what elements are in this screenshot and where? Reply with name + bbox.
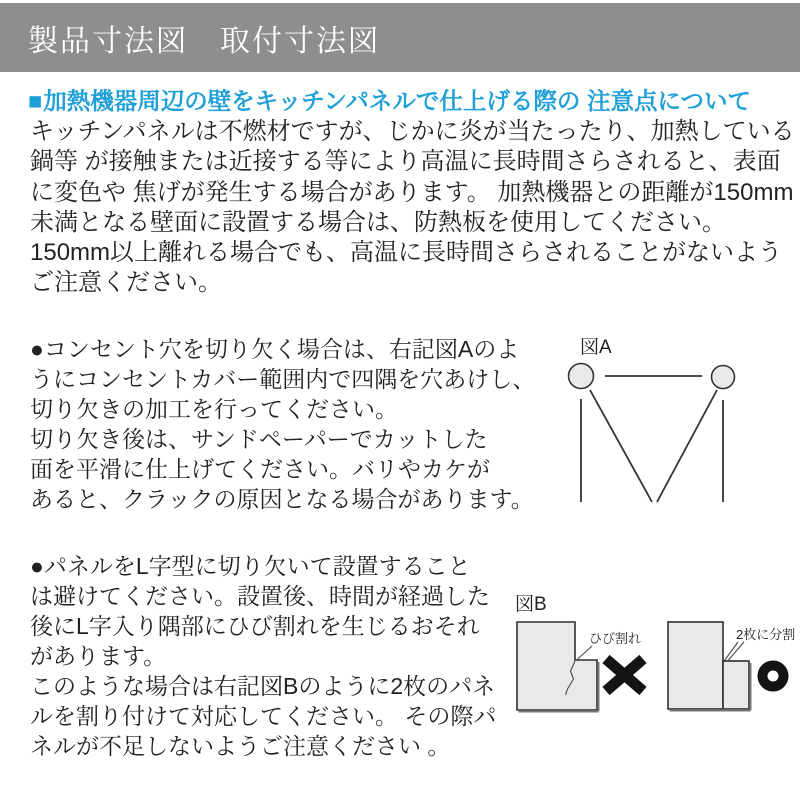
crack-label: ひび割れ	[589, 631, 642, 646]
text-line: ●パネルをL字型に切り欠いて設置すること	[30, 553, 471, 579]
text-line: キッチンパネルは不燃材ですが、じかに炎が当たったり、加熱している	[30, 118, 795, 145]
panel-small	[723, 661, 749, 709]
figure-a-diagram	[555, 330, 800, 515]
text-line: 切り欠きの加工を行ってください。	[30, 396, 398, 422]
drill-hole-left-icon	[569, 364, 594, 389]
text-line: うにコンセントカバー範囲内で四隅を穴あけし、	[30, 366, 536, 392]
text-line: 切り欠き後は、サンドペーパーでカットした	[30, 426, 488, 452]
page-title: 製品寸法図 取付寸法図	[28, 24, 380, 58]
figure-b-label: 図B	[515, 594, 547, 615]
text-line: 面を平滑に仕上げてください。バリやカケが	[30, 456, 490, 482]
text-line: ご注意ください。	[30, 269, 222, 297]
figure-b-diagram	[505, 588, 800, 733]
text-line: に変色や 焦げが発生する場合があります。 加熱機器との距離が150mm	[30, 178, 794, 206]
text-line: は避けてください。設置後、時間が経過した	[30, 583, 490, 609]
panel-tall	[668, 622, 723, 709]
text-line: 後にL字入り隅部にひび割れを生じるおそれ	[30, 613, 480, 639]
text-line: があります。	[30, 643, 167, 669]
crack-leader-line	[576, 646, 592, 661]
text-line: あると、クラックの原因となる場合があります。	[30, 486, 534, 512]
text-line: 未満となる壁面に設置する場合は、防熱板を使用してください。	[30, 208, 726, 236]
text-line: ルを割り付けて対応してください。 その際パ	[30, 703, 497, 729]
outlet-cutout-paragraph	[30, 334, 535, 514]
split-label: 2枚に分割	[736, 627, 796, 642]
ok-circle-mark-icon	[763, 666, 784, 687]
ng-x-mark-icon	[606, 659, 643, 691]
cut-line-diagonal-left	[590, 390, 652, 502]
figure-a-label: 図A	[580, 337, 612, 358]
text-line: このような場合は右記図Bのように2枚のパネ	[30, 673, 496, 699]
square-bullet-icon: ■	[28, 88, 43, 114]
text-line: ●コンセント穴を切り欠く場合は、右記図Aのよ	[30, 336, 520, 362]
title-bar	[0, 3, 800, 72]
text-line: ネルが不足しないようご注意ください 。	[30, 733, 451, 759]
caution-heading-text: 加熱機器周辺の壁をキッチンパネルで仕上げる際の 注意点について	[43, 88, 751, 114]
drill-hole-right-icon	[712, 366, 735, 389]
cut-line-diagonal-right	[657, 390, 717, 502]
caution-heading	[28, 88, 751, 115]
intro-paragraph	[30, 117, 795, 299]
text-line: 鍋等 が接触または近接する等により高温に長時間さらされると、表面	[30, 148, 781, 176]
l-shaped-panel	[517, 622, 597, 710]
text-line: 150mm以上離れる場合でも、高温に長時間さらされることがないよう	[30, 239, 783, 267]
l-shape-warning-paragraph	[30, 551, 496, 761]
